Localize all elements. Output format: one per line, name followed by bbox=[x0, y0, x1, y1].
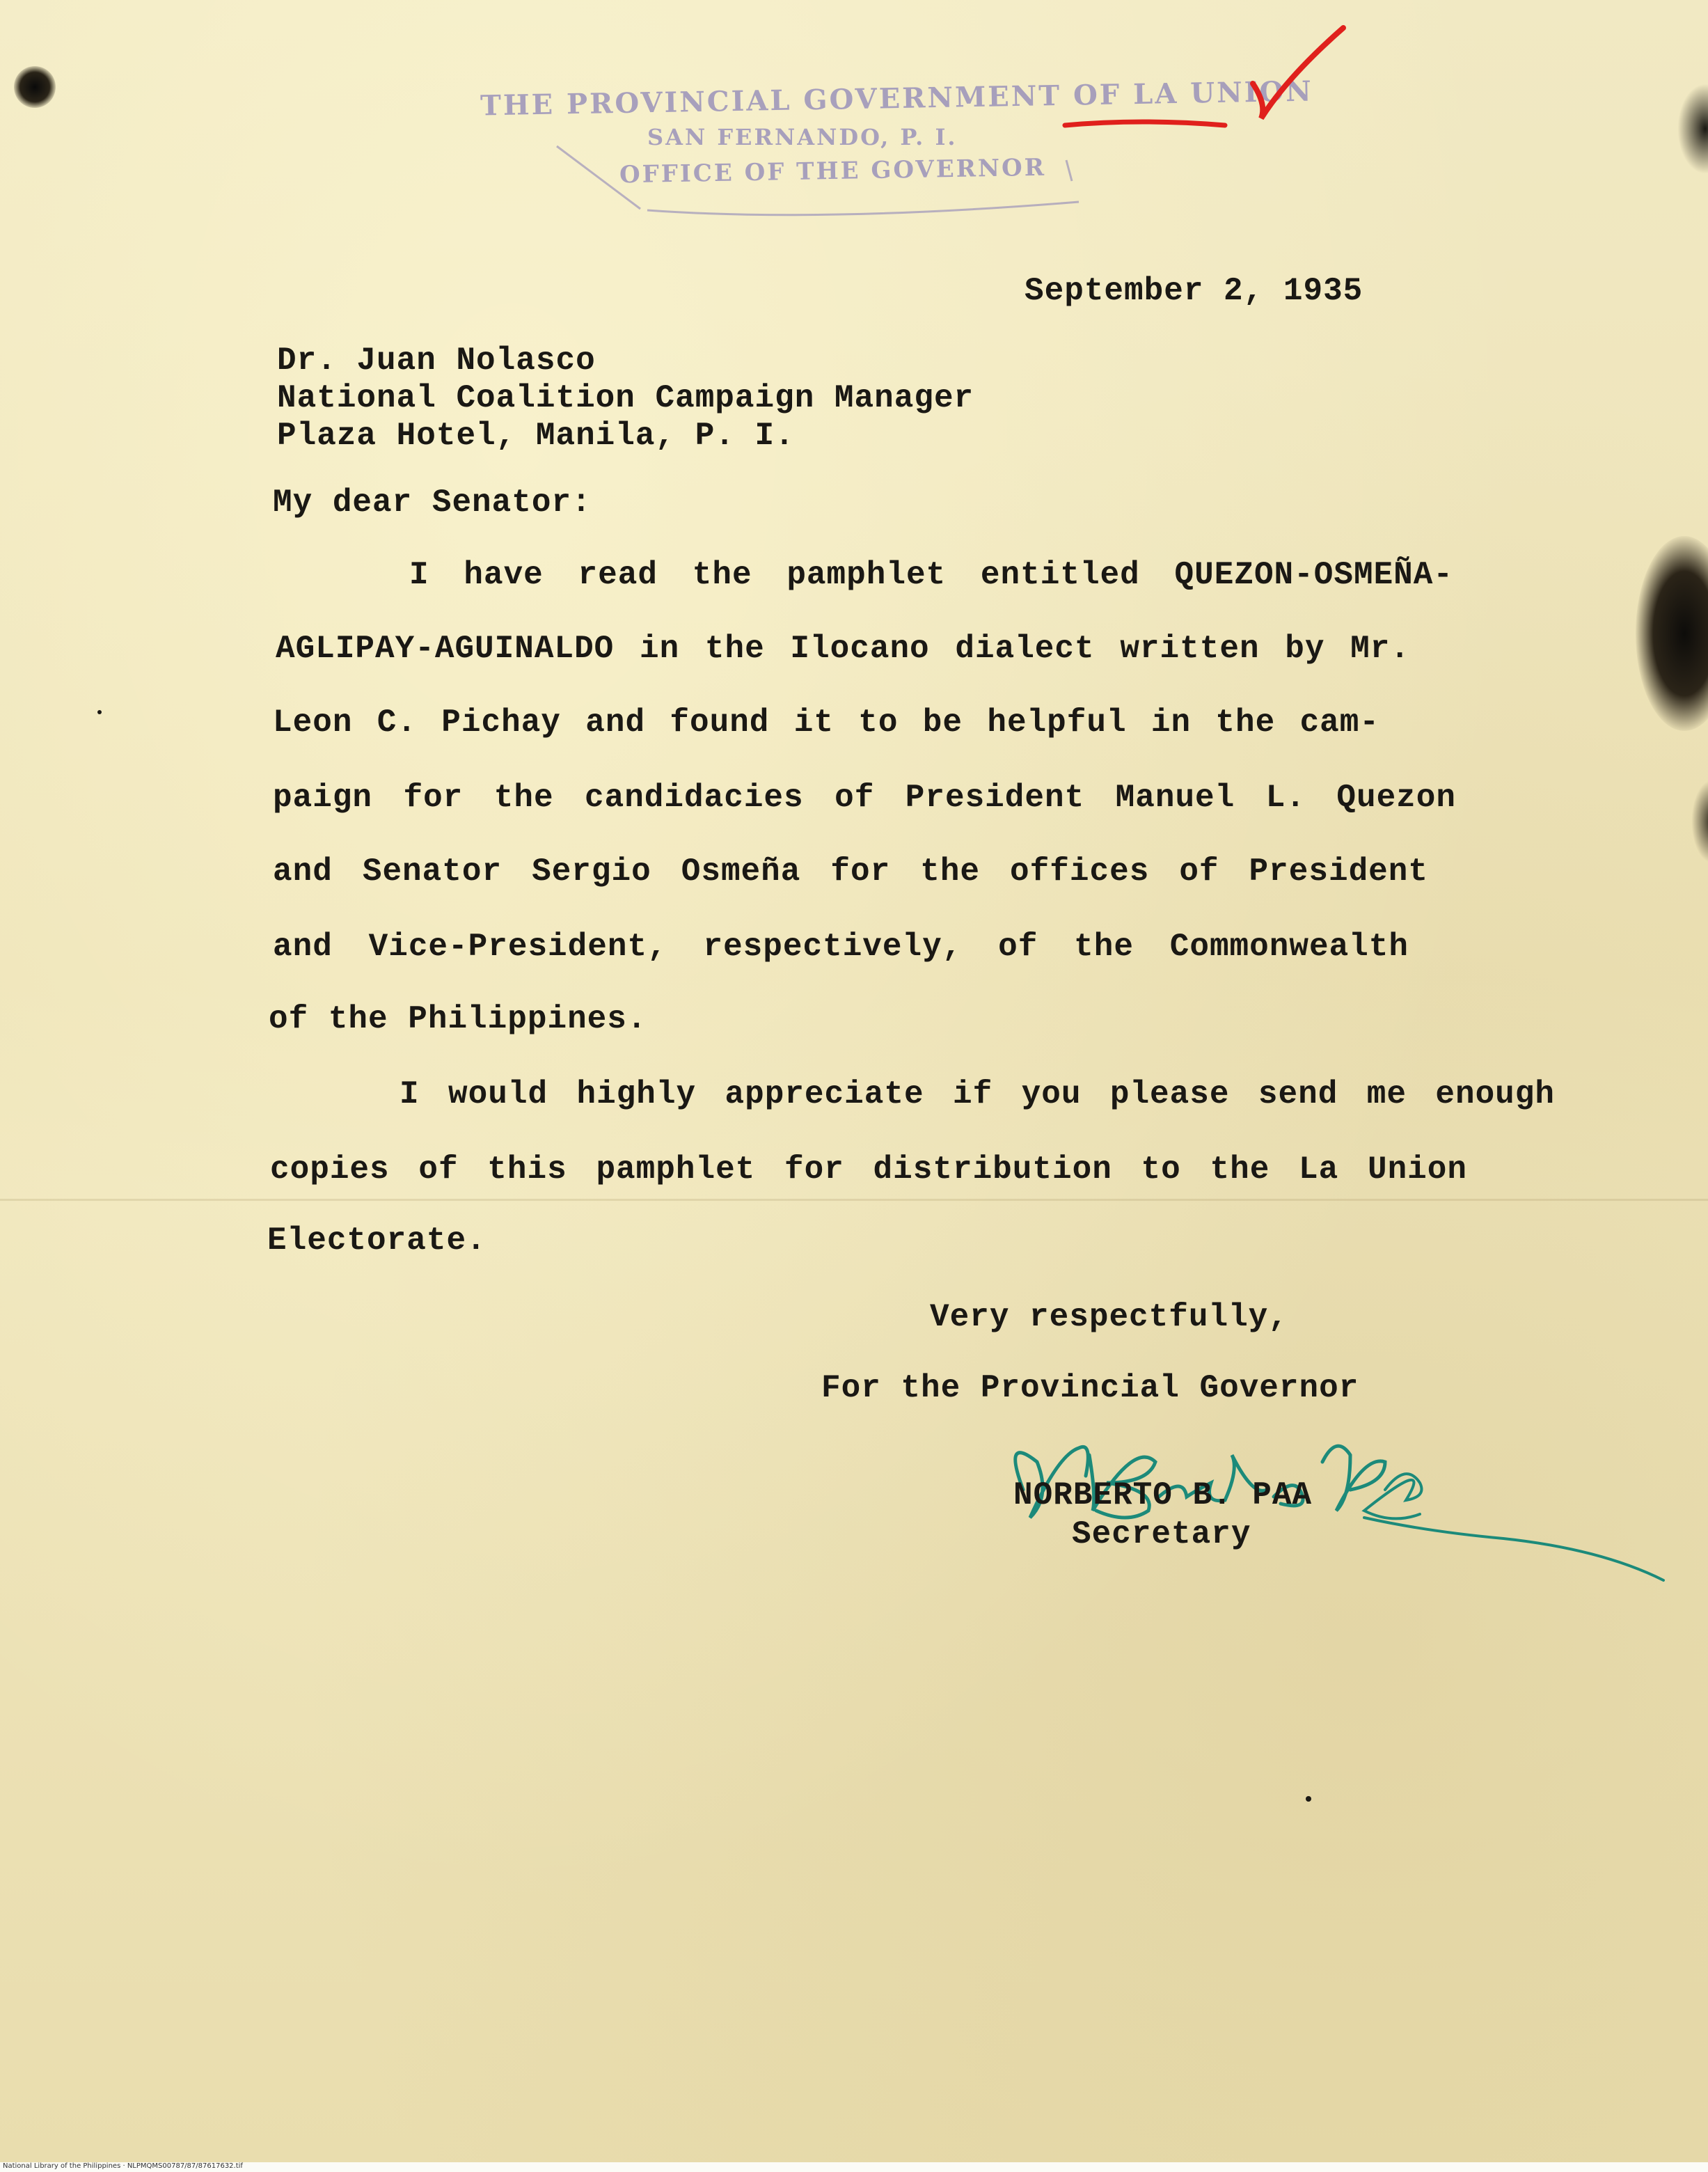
ink-speck bbox=[1306, 1796, 1311, 1802]
ink-speck bbox=[97, 710, 102, 714]
paragraph-2-line-2: copies of this pamphlet for distribution to the La Union bbox=[270, 1151, 1467, 1188]
scan-footer-bar bbox=[0, 2162, 1708, 2172]
stamp-line-3: OFFICE OF THE GOVERNOR bbox=[619, 153, 1047, 189]
paragraph-1-line-4: paign for the candidacies of President Manuel L. Quezon bbox=[273, 780, 1456, 816]
stamp-line-2: SAN FERNANDO, P. I. bbox=[647, 124, 958, 150]
paper-fold-line bbox=[0, 1199, 1708, 1201]
scan-footer-text: National Library of the Philippines · NLPMQMS00787/87/87617632.tif bbox=[3, 2162, 243, 2170]
paragraph-1-line-7: of the Philippines. bbox=[269, 1001, 647, 1037]
closing: Very respectfully, bbox=[930, 1299, 1288, 1335]
stamp-frame-marks bbox=[543, 132, 1100, 230]
paragraph-1-line-6: and Vice-President, respectively, of the Commonwealth bbox=[273, 929, 1409, 965]
paragraph-2-line-3: Electorate. bbox=[267, 1222, 487, 1259]
paragraph-1-line-3: Leon C. Pichay and found it to be helpful in the cam- bbox=[273, 705, 1379, 741]
signer-title: Secretary bbox=[1072, 1516, 1251, 1552]
paragraph-1-line-5: and Senator Sergio Osmeña for the offices of President bbox=[273, 853, 1428, 890]
burn-mark-right bbox=[1636, 536, 1708, 731]
burn-mark-top-right bbox=[1677, 84, 1708, 174]
burn-mark-right-lower bbox=[1691, 780, 1708, 863]
paragraph-1-line-1: I have read the pamphlet entitled QUEZON-OSMEÑA- bbox=[409, 557, 1453, 593]
salutation: My dear Senator: bbox=[273, 485, 592, 521]
signer-name: NORBERTO B. PAA bbox=[1013, 1477, 1313, 1513]
paragraph-2-line-1: I would highly appreciate if you please send me enough bbox=[400, 1076, 1555, 1112]
burn-mark-top-left bbox=[14, 66, 56, 108]
recipient-title: National Coalition Campaign Manager bbox=[277, 380, 974, 416]
red-check-mark bbox=[1058, 21, 1350, 146]
paragraph-1-line-2: AGLIPAY-AGUINALDO in the Ilocano dialect written by Mr. bbox=[276, 631, 1410, 667]
letter-date: September 2, 1935 bbox=[1025, 273, 1363, 309]
recipient-name: Dr. Juan Nolasco bbox=[277, 343, 596, 379]
closing-for: For the Provincial Governor bbox=[821, 1370, 1359, 1406]
stamp-line-1: THE PROVINCIAL GOVERNMENT OF LA UNION bbox=[480, 74, 1314, 123]
recipient-address: Plaza Hotel, Manila, P. I. bbox=[277, 418, 795, 454]
